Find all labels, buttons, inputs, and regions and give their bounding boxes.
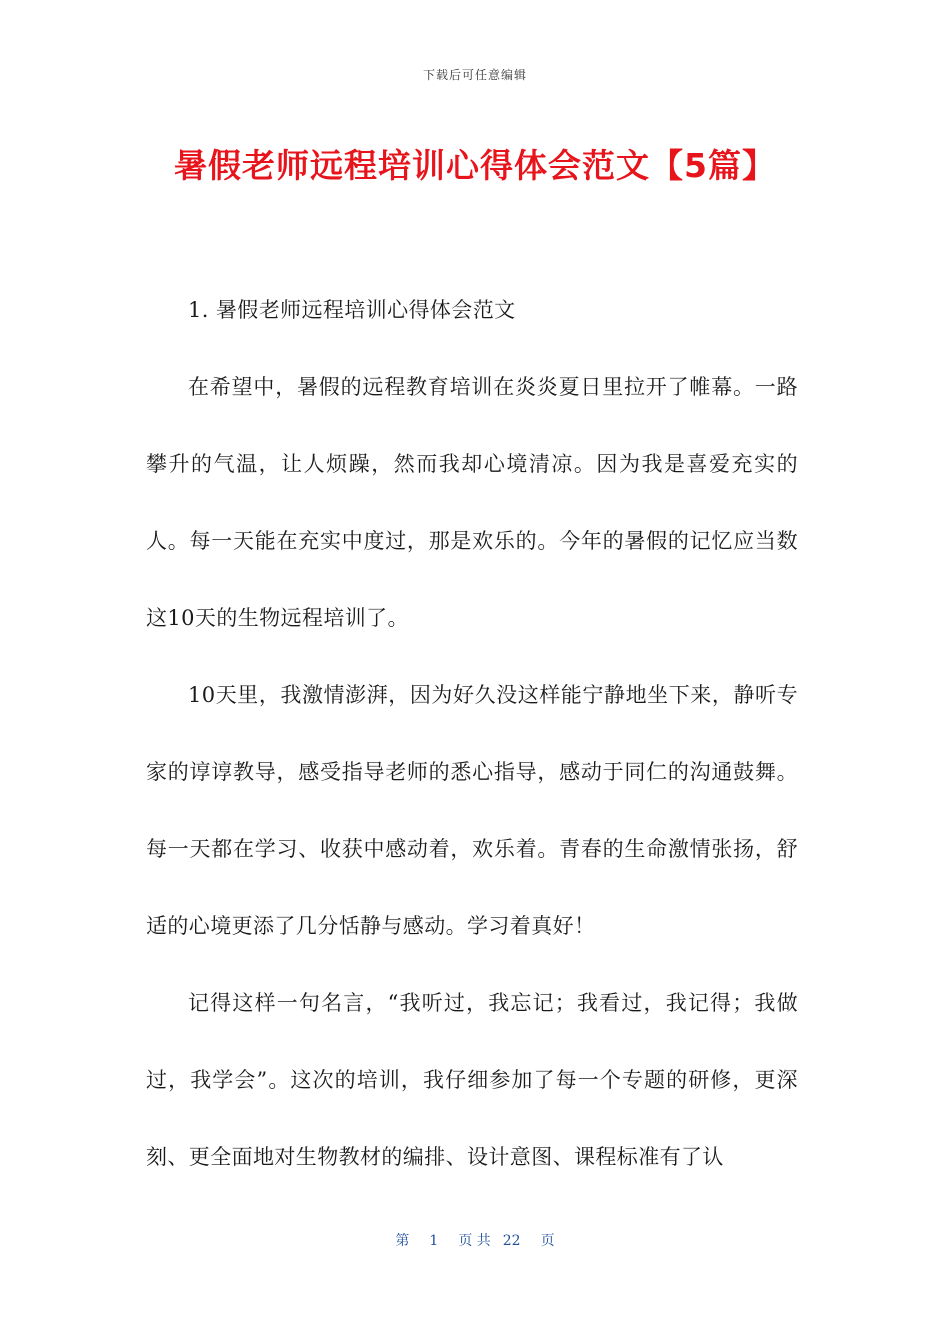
footer-prefix: 第 xyxy=(395,1233,410,1249)
paragraph-3: 记得这样一句名言，“我听过，我忘记；我看过，我记得；我做过，我学会”。这次的培训，我仔细参加了每一个专题的研修，更深刻、更全面地对生物教材的编排、设计意图、课程标准有了认 xyxy=(146,991,798,1169)
paragraph-1: 在希望中，暑假的远程教育培训在炎炎夏日里拉开了帷幕。一路攀升的气温，让人烦躁，然而我却心境清凉。因为我是喜爱充实的人。每一天能在充实中度过，那是欢乐的。今年的暑假的记忆应当数这10天的生物远程培训了。 xyxy=(146,375,798,630)
footer-middle: 页 共 xyxy=(458,1233,491,1249)
paragraph-2: 10天里，我激情澎湃，因为好久没这样能宁静地坐下来，静听专家的谆谆教导，感受指导老师的悉心指导，感动于同仁的沟通鼓舞。每一天都在学习、收获中感动着，欢乐着。青春的生命激情张扬，舒适的心境更添了几分恬静与感动。学习着真好！ xyxy=(146,683,798,938)
page-header-note: 下载后可任意编辑 xyxy=(422,68,527,82)
footer-current-page: 1 xyxy=(429,1233,439,1249)
section-heading: 1. 暑假老师远程培训心得体会范文 xyxy=(188,298,516,322)
page-footer xyxy=(0,1230,950,1250)
footer-suffix: 页 xyxy=(540,1233,555,1249)
document-title: 暑假老师远程培训心得体会范文【5篇】 xyxy=(174,146,776,185)
document-body xyxy=(146,272,798,1196)
footer-total-pages: 22 xyxy=(502,1233,521,1249)
